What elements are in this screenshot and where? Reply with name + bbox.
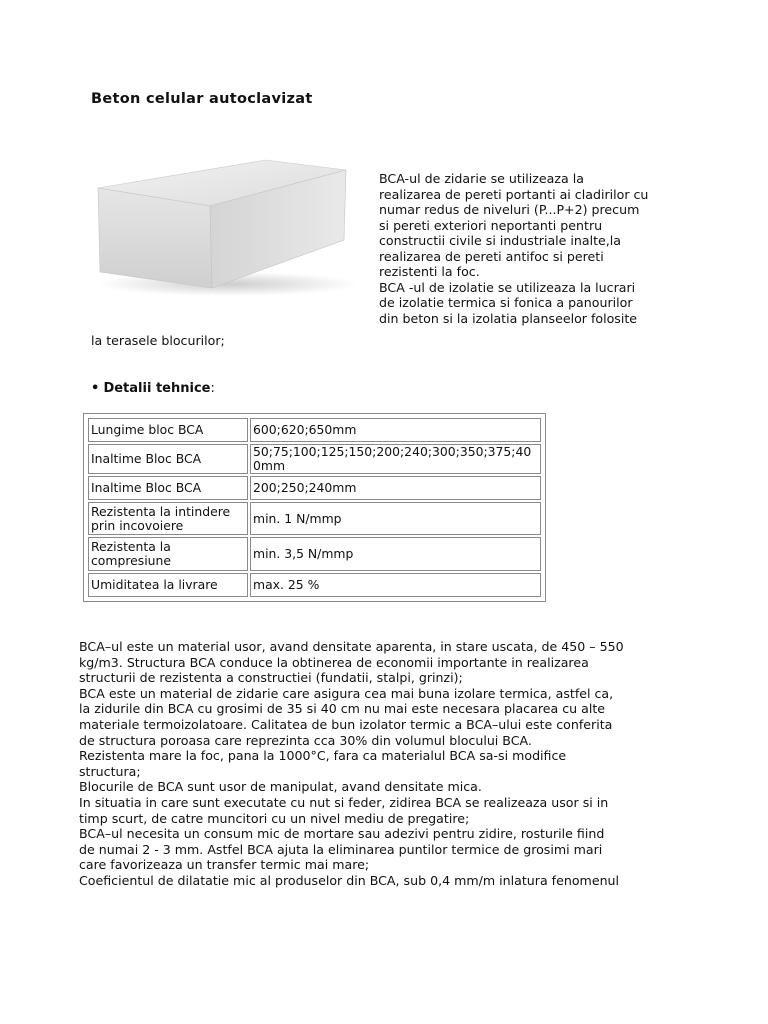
table-cell-label: Inaltime Bloc BCA xyxy=(88,476,248,500)
table-cell-value: 600;620;650mm xyxy=(250,418,541,442)
bullet: • xyxy=(91,381,100,396)
table-row xyxy=(88,418,541,442)
table-cell-value: 200;250;240mm xyxy=(250,476,541,500)
table-row xyxy=(88,537,541,571)
table-cell-label: Rezistenta la intindere prin incovoiere xyxy=(88,502,248,535)
table-cell-value: min. 3,5 N/mmp xyxy=(250,537,541,571)
table-cell-label: Lungime bloc BCA xyxy=(88,418,248,442)
details-heading xyxy=(91,381,215,396)
intro-side-text: BCA-ul de zidarie se utilizeaza la realizarea de pereti portanti ai cladirilor cu numar redus de niveluri (P...P+2) precum si pereti exteriori neportanti pentru constructii civile si industriale inalte,la realizarea de pereti antifoc si pereti rezistenti la foc. BCA -ul de izolatie se utilizeaza la lucrari de izolatie termica si fonica a panourilor din beton si la izolatia planseelor folosite xyxy=(379,171,649,326)
table-cell-value: 50;75;100;125;150;200;240;300;350;375;400mm xyxy=(250,444,541,474)
technical-details-table xyxy=(83,413,546,602)
table-cell-label: Umiditatea la livrare xyxy=(88,573,248,597)
details-label: Detalii tehnice xyxy=(103,381,211,396)
body-text: BCA–ul este un material usor, avand densitate aparenta, in stare uscata, de 450 – 550 kg/m3. Structura BCA conduce la obtinerea de economii importante in realizarea structurii de rezistenta a constructiei (fundatii, stalpi, grinzi); BCA este un material de zidarie care asigura cea mai buna izolare termica, astfel ca, la zidurile din BCA cu grosimi de 35 si 40 cm nu mai este necesara placarea cu alte materiale termoizolatoare. Calitatea de bun izolator termic a BCA–ului este conferita de structura poroasa care reprezinta cca 30% din volumul blocului BCA. Rezistenta mare la foc, pana la 1000°C, fara ca materialul BCA sa-si modifice structura; Blocurile de BCA sunt usor de manipulat, avand densitate mica. In situatia in care sunt executate cu nut si feder, zidirea BCA se realizeaza usor si in timp scurt, de catre muncitori cu un nivel mediu de pregatire; BCA–ul necesita un consum mic de mortare sau adezivi pentru zidire, rosturile fiind de numai 2 - 3 mm. Astfel BCA ajuta la eliminarea puntilor termice de grosimi mari care favorizeaza un transfer termic mai mare; Coeficientul de dilatatie mic al produselor din BCA, sub 0,4 mm/m inlatura fenomenul xyxy=(79,639,624,888)
table-cell-label: Inaltime Bloc BCA xyxy=(88,444,248,474)
intro-wrap-text: la terasele blocurilor; xyxy=(91,333,225,348)
page-title: Beton celular autoclavizat xyxy=(91,91,313,107)
table-cell-value: max. 25 % xyxy=(250,573,541,597)
table-row xyxy=(88,502,541,535)
table-row xyxy=(88,476,541,500)
details-colon: : xyxy=(210,381,215,396)
table-row xyxy=(88,444,541,474)
table-cell-label: Rezistenta la compresiune xyxy=(88,537,248,571)
table-row xyxy=(88,573,541,597)
table-cell-value: min. 1 N/mmp xyxy=(250,502,541,535)
bca-block-icon xyxy=(88,136,358,296)
